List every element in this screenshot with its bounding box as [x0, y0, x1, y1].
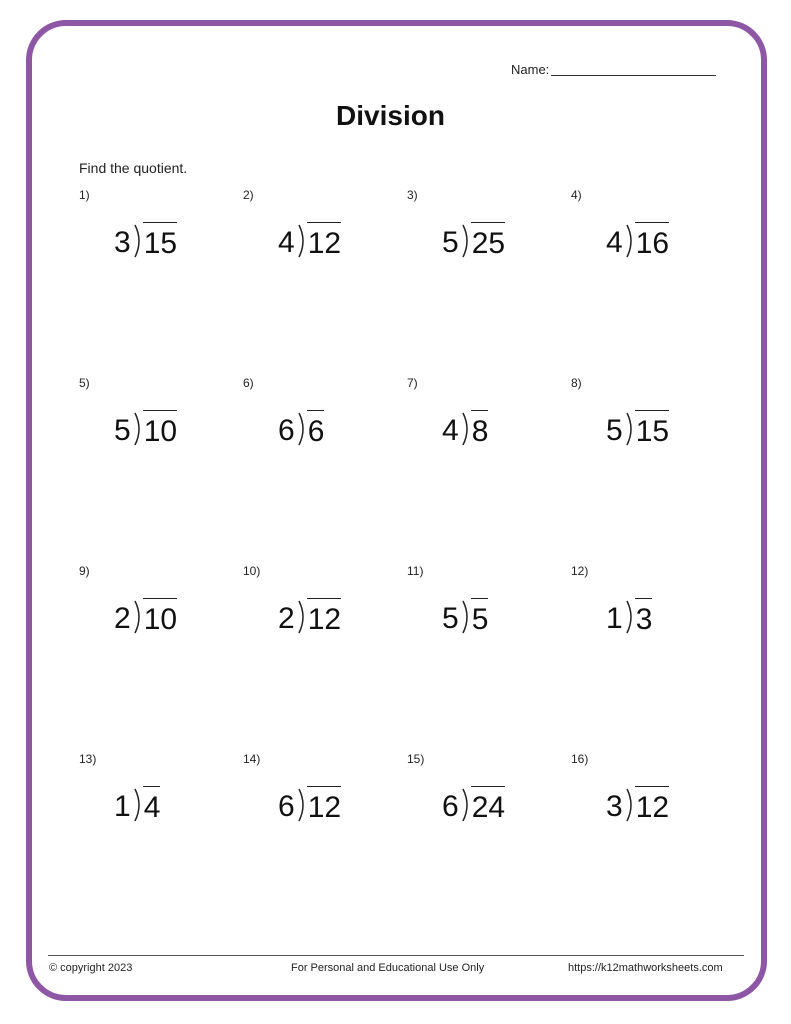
problem-5	[79, 376, 239, 496]
dividend: 12	[307, 598, 341, 635]
problem-7	[407, 376, 567, 496]
long-division-expression	[114, 410, 177, 447]
division-bracket-icon	[133, 788, 143, 822]
division-bracket-icon	[461, 788, 471, 822]
problem-number: 8)	[571, 376, 582, 390]
name-field[interactable]	[511, 62, 716, 77]
dividend: 6	[307, 410, 325, 447]
division-bracket-icon	[461, 224, 471, 258]
dividend: 5	[471, 598, 489, 635]
division-bracket-icon	[625, 788, 635, 822]
problem-3	[407, 188, 567, 308]
problem-16	[571, 752, 731, 872]
problem-number: 15)	[407, 752, 425, 766]
division-bracket-icon	[297, 412, 307, 446]
footer-url[interactable]: https://k12mathworksheets.com	[568, 962, 723, 974]
dividend: 12	[307, 786, 341, 823]
dividend: 16	[635, 222, 669, 259]
problem-number: 3)	[407, 188, 418, 202]
divisor: 6	[278, 414, 295, 447]
long-division-expression	[442, 410, 488, 447]
dividend: 4	[143, 786, 161, 823]
division-bracket-icon	[461, 600, 471, 634]
page-title: Division	[336, 100, 445, 131]
divisor: 6	[278, 790, 295, 823]
long-division-expression	[114, 598, 177, 635]
divisor: 2	[114, 602, 131, 635]
footer-usage: For Personal and Educational Use Only	[291, 962, 485, 974]
problem-number: 4)	[571, 188, 582, 202]
dividend: 24	[471, 786, 505, 823]
divisor: 1	[606, 602, 623, 635]
dividend: 15	[635, 410, 669, 447]
long-division-expression	[606, 786, 669, 823]
dividend: 15	[143, 222, 177, 259]
divisor: 4	[442, 414, 459, 447]
division-bracket-icon	[625, 412, 635, 446]
dividend: 8	[471, 410, 489, 447]
problem-number: 5)	[79, 376, 90, 390]
problem-15	[407, 752, 567, 872]
dividend: 25	[471, 222, 505, 259]
divisor: 3	[114, 226, 131, 259]
problem-number: 11)	[407, 564, 424, 578]
problem-9	[79, 564, 239, 684]
problem-number: 10)	[243, 564, 261, 578]
problem-4	[571, 188, 731, 308]
long-division-expression	[278, 222, 341, 259]
footer-copyright: © copyright 2023	[49, 962, 133, 974]
problem-number: 13)	[79, 752, 97, 766]
problem-6	[243, 376, 403, 496]
problem-number: 16)	[571, 752, 589, 766]
divisor: 5	[442, 602, 459, 635]
dividend: 10	[143, 598, 177, 635]
problem-number: 12)	[571, 564, 589, 578]
problem-13	[79, 752, 239, 872]
long-division-expression	[606, 222, 669, 259]
problem-number: 1)	[79, 188, 90, 202]
problem-10	[243, 564, 403, 684]
long-division-expression	[606, 410, 669, 447]
division-bracket-icon	[297, 788, 307, 822]
long-division-expression	[114, 222, 177, 259]
division-bracket-icon	[461, 412, 471, 446]
instruction-text: Find the quotient.	[79, 160, 188, 176]
division-bracket-icon	[297, 224, 307, 258]
divisor: 6	[442, 790, 459, 823]
division-bracket-icon	[625, 224, 635, 258]
problem-number: 14)	[243, 752, 261, 766]
divisor: 1	[114, 790, 131, 823]
divisor: 4	[606, 226, 623, 259]
long-division-expression	[278, 786, 341, 823]
long-division-expression	[442, 222, 505, 259]
long-division-expression	[606, 598, 652, 635]
divisor: 5	[114, 414, 131, 447]
problem-number: 6)	[243, 376, 254, 390]
name-label: Name:	[511, 62, 550, 77]
division-bracket-icon	[133, 412, 143, 446]
dividend: 3	[635, 598, 653, 635]
footer-divider	[48, 955, 744, 956]
division-bracket-icon	[297, 600, 307, 634]
name-blank-line[interactable]	[551, 75, 716, 76]
division-bracket-icon	[625, 600, 635, 634]
divisor: 2	[278, 602, 295, 635]
long-division-expression	[442, 598, 488, 635]
problem-11	[407, 564, 567, 684]
long-division-expression	[442, 786, 505, 823]
problem-1	[79, 188, 239, 308]
problem-14	[243, 752, 403, 872]
divisor: 3	[606, 790, 623, 823]
dividend: 12	[307, 222, 341, 259]
division-bracket-icon	[133, 600, 143, 634]
problem-number: 9)	[79, 564, 90, 578]
problem-number: 2)	[243, 188, 254, 202]
long-division-expression	[114, 786, 160, 823]
divisor: 5	[606, 414, 623, 447]
divisor: 5	[442, 226, 459, 259]
division-bracket-icon	[133, 224, 143, 258]
problem-number: 7)	[407, 376, 418, 390]
problem-12	[571, 564, 731, 684]
dividend: 12	[635, 786, 669, 823]
long-division-expression	[278, 410, 324, 447]
dividend: 10	[143, 410, 177, 447]
problem-8	[571, 376, 731, 496]
problem-2	[243, 188, 403, 308]
long-division-expression	[278, 598, 341, 635]
divisor: 4	[278, 226, 295, 259]
